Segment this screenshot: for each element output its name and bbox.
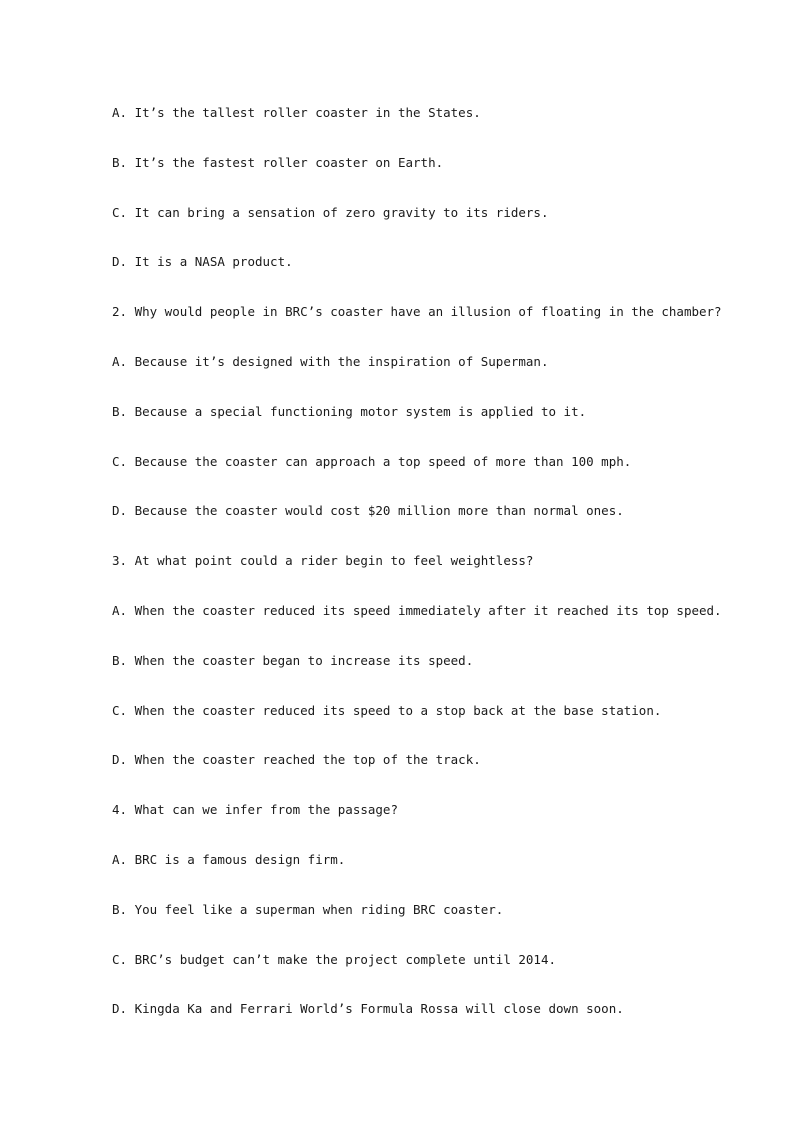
question-list [112, 104, 752, 1050]
option-2b: B. Because a special functioning motor system is applied to it. [112, 403, 587, 419]
option-3a: A. When the coaster reduced its speed immediately after it reached its top speed. [112, 602, 722, 618]
option-1b: B. It’s the fastest roller coaster on Earth. [112, 154, 444, 170]
option-3d: D. When the coaster reached the top of the track. [112, 752, 481, 768]
option-1d: D. It is a NASA product. [112, 254, 293, 270]
option-4d: D. Kingda Ka and Ferrari World’s Formula Rossa will close down soon. [112, 1001, 624, 1017]
option-3b: B. When the coaster began to increase its speed. [112, 652, 474, 668]
question-2: 2. Why would people in BRC’s coaster have an illusion of floating in the chamber? [112, 304, 722, 320]
question-3: 3. At what point could a rider begin to feel weightless? [112, 553, 534, 569]
option-2c: C. Because the coaster can approach a top speed of more than 100 mph. [112, 453, 632, 469]
option-2a: A. Because it’s designed with the inspiration of Superman. [112, 353, 549, 369]
option-3c: C. When the coaster reduced its speed to a stop back at the base station. [112, 702, 662, 718]
option-1a: A. It’s the tallest roller coaster in the States. [112, 105, 481, 120]
option-4c: C. BRC’s budget can’t make the project complete until 2014. [112, 951, 557, 967]
option-2d: D. Because the coaster would cost $20 million more than normal ones. [112, 503, 624, 519]
question-4: 4. What can we infer from the passage? [112, 802, 398, 818]
option-1c: C. It can bring a sensation of zero gravity to its riders. [112, 204, 549, 220]
option-4a: A. BRC is a famous design firm. [112, 851, 346, 867]
option-4b: B. You feel like a superman when riding BRC coaster. [112, 901, 504, 917]
